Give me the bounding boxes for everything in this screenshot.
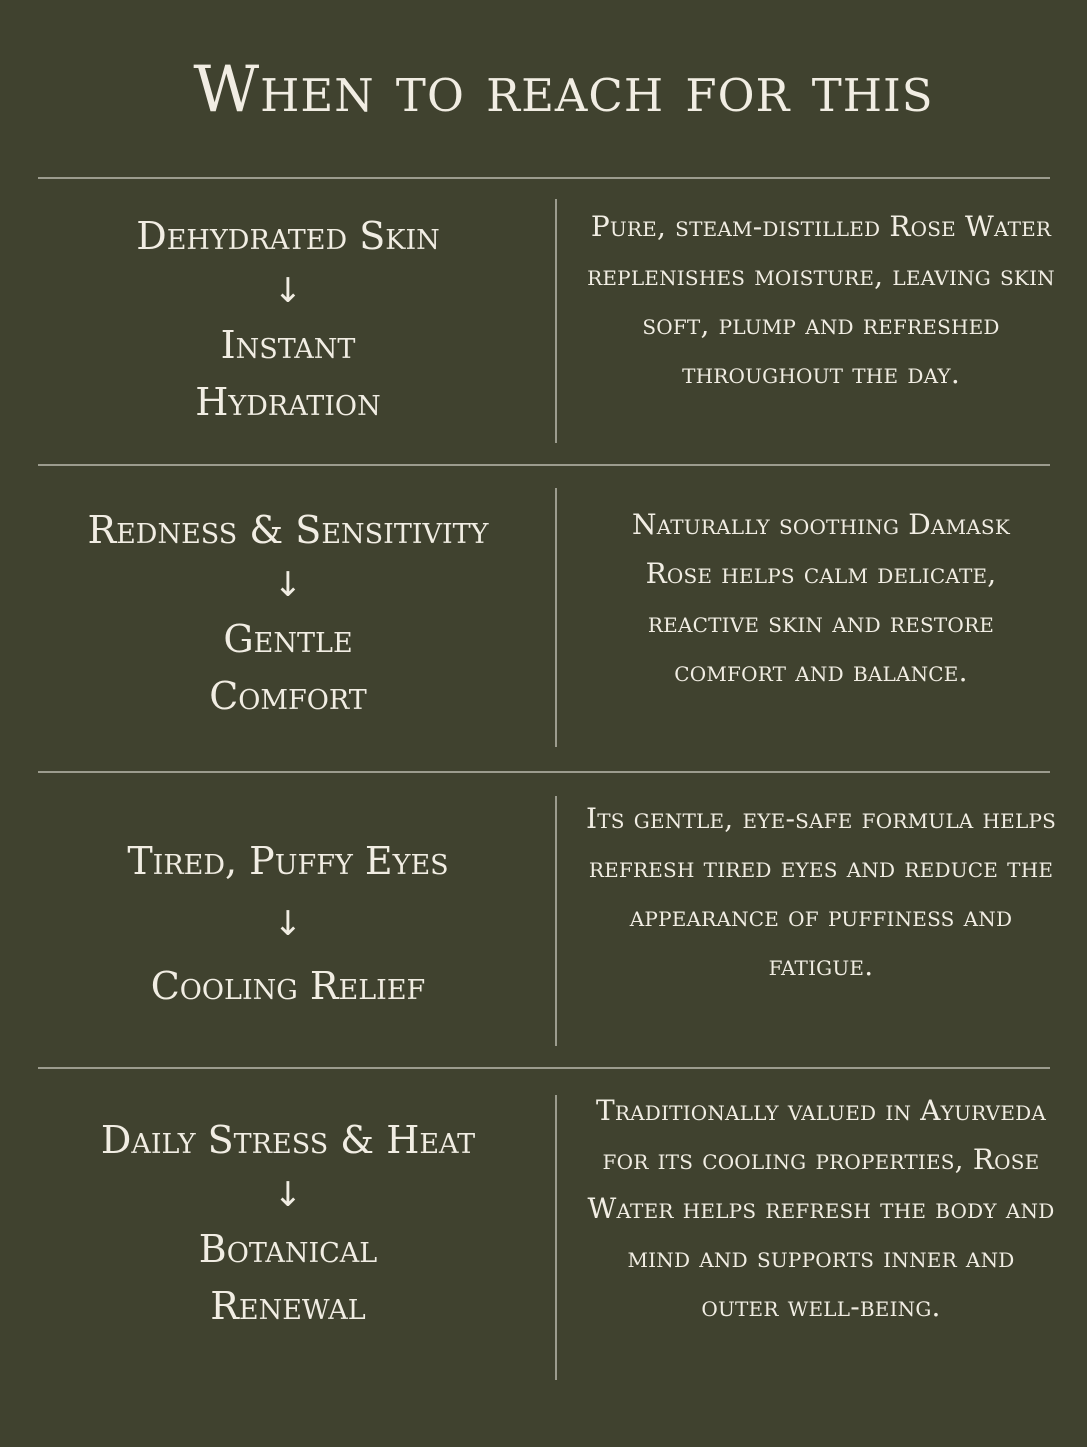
row-4-problem: Daily Stress & Heat bbox=[100, 1118, 476, 1162]
column-divider-2 bbox=[555, 488, 557, 747]
down-arrow-icon: ↓ bbox=[273, 271, 303, 311]
row-2-result: Gentle Comfort bbox=[209, 617, 367, 718]
down-arrow-icon: ↓ bbox=[273, 1175, 303, 1215]
down-arrow-icon: ↓ bbox=[273, 565, 303, 605]
row-4-result: Botanical Renewal bbox=[198, 1227, 378, 1328]
column-divider-1 bbox=[555, 199, 557, 443]
column-divider-4 bbox=[555, 1095, 557, 1380]
divider-1 bbox=[38, 464, 1050, 466]
row-3-description: Its gentle, eye-safe formula helps refresh tired eyes and reduce the appearance of puffiness and fatigue. bbox=[585, 802, 1057, 982]
column-divider-3 bbox=[555, 796, 557, 1046]
row-2-problem: Redness & Sensitivity bbox=[87, 508, 489, 552]
row-4-description: Traditionally valued in Ayurveda for its cooling properties, Rose Water helps refresh the body and mind and supports inner and outer well-being. bbox=[587, 1094, 1055, 1323]
divider-2 bbox=[38, 771, 1050, 773]
row-1-problem: Dehydrated Skin bbox=[136, 214, 440, 258]
down-arrow-icon: ↓ bbox=[273, 904, 303, 944]
row-2-description: Naturally soothing Damask Rose helps calm delicate, reactive skin and restore comfort and balance. bbox=[632, 508, 1010, 688]
row-3-concern bbox=[38, 830, 538, 1018]
divider-3 bbox=[38, 1067, 1050, 1069]
page-title: When to reach for this bbox=[193, 53, 934, 127]
divider-top bbox=[38, 177, 1050, 179]
row-4-concern bbox=[38, 1112, 538, 1335]
row-1-concern bbox=[38, 208, 538, 431]
row-3-result: Cooling Relief bbox=[150, 964, 426, 1008]
row-3-problem: Tired, Puffy Eyes bbox=[127, 839, 449, 883]
row-1-result: Instant Hydration bbox=[195, 323, 381, 424]
row-1-description: Pure, steam-distilled Rose Water replenishes moisture, leaving skin soft, plump and refreshed throughout the day. bbox=[587, 210, 1055, 390]
row-2-concern bbox=[38, 502, 538, 725]
